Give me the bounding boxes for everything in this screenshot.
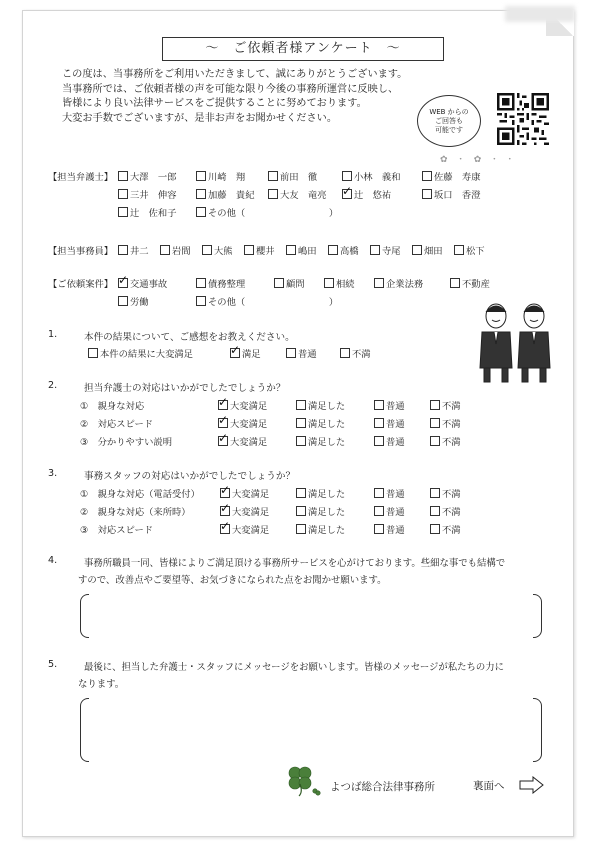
q3-option[interactable]: ✓大変満足 [220,522,269,536]
checkbox[interactable] [412,245,422,255]
lawyer-option[interactable]: 小林 義和 [342,169,401,183]
q2-option[interactable]: ✓大変満足 [218,398,267,412]
bubble-line: 可能です [435,125,463,134]
checkbox[interactable] [328,245,338,255]
checkbox[interactable] [296,436,306,446]
lawyer-option[interactable]: 三井 伸容 [118,187,177,201]
q2-number: 2. [48,380,58,391]
lawyers-illustration [470,298,562,388]
checkbox[interactable] [196,207,206,217]
case-option[interactable]: 相続 [324,276,355,290]
checkbox[interactable] [196,189,206,199]
checkbox[interactable] [374,278,384,288]
qr-code[interactable] [497,93,549,145]
lawyers-grid [118,169,548,219]
lawyer-option[interactable]: 川崎 翔 [196,169,245,183]
q2-option[interactable]: 満足した [296,398,345,412]
q2-option[interactable]: 普通 [374,416,405,430]
q1-number: 1. [48,329,58,340]
q1-option[interactable]: 本件の結果に大変満足 [88,346,193,360]
checkbox[interactable] [296,488,306,498]
q1-option[interactable]: 普通 [286,346,317,360]
checkbox[interactable] [286,245,296,255]
checkbox[interactable] [374,400,384,410]
clover-logo [283,762,323,798]
lawyer-option[interactable]: ✓ 辻 悠祐 [342,187,391,201]
intro-line: 当事務所では、ご依頼者様の声を可能な限り今後の事務所運営に反映し、 [62,83,399,95]
checkbox[interactable] [118,296,128,306]
q2-option[interactable]: 不満 [430,398,461,412]
checkbox-checked[interactable] [220,488,230,498]
checkbox[interactable] [118,189,128,199]
back-page-label[interactable]: 裏面へ [473,780,505,792]
q3-option[interactable]: 普通 [374,522,405,536]
q3-item: ② 親身な対応（来所時） [80,507,191,518]
checkbox[interactable] [370,245,380,255]
checkbox[interactable] [430,400,440,410]
checkbox-checked[interactable] [218,436,228,446]
checkbox[interactable] [296,400,306,410]
q3-option[interactable]: ✓大変満足 [220,504,269,518]
q4-answer-area[interactable] [80,594,542,638]
lawyer-option[interactable]: 辻 佐和子 [118,205,177,219]
checkbox[interactable] [374,524,384,534]
q2-option[interactable]: 満足した [296,434,345,448]
q3-option[interactable]: 不満 [430,522,461,536]
checkbox-checked[interactable] [218,400,228,410]
q5-line: なります。 [78,679,125,690]
q5-line: 最後に、担当した弁護士・スタッフにメッセージをお願いします。皆様のメッセージが私たちの力に [84,662,505,673]
q2-item: ① 親身な対応 [80,401,145,412]
q2-item: ③ 分かりやすい説明 [80,437,173,448]
bracket-right [533,594,542,638]
checkbox[interactable] [296,524,306,534]
checkbox[interactable] [118,245,128,255]
survey-title: ～ ご依頼者様アンケート ～ [162,37,444,61]
checkbox[interactable] [450,278,460,288]
q5-answer-area[interactable] [80,698,542,762]
lawyer-option-other[interactable]: その他（ ） [196,205,338,219]
case-option[interactable]: 企業法務 [374,276,423,290]
q4-number: 4. [48,555,58,566]
lawyers-label: 【担当弁護士】 [48,172,114,183]
q3-matrix [80,486,480,536]
office-name: よつば総合法律事務所 [330,781,435,793]
checkbox[interactable] [88,348,98,358]
q3-item: ① 親身な対応（電話受付） [80,489,200,500]
checkbox[interactable] [430,524,440,534]
intro-text [62,68,407,126]
staff-option[interactable]: 寺尾 [370,243,401,257]
staff-option[interactable]: 畑田 [412,243,443,257]
q4-line: すので、改善点やご要望等、お気づきになられた点をお聞かせ願います。 [78,575,387,586]
q2-option[interactable]: 普通 [374,398,405,412]
checkbox[interactable] [268,171,278,181]
checkbox[interactable] [160,245,170,255]
checkbox[interactable] [196,296,206,306]
case-option[interactable]: 労働 [118,294,149,308]
q3-item: ③ 対応スピード [80,525,154,536]
staff-label: 【担当事務員】 [48,246,114,257]
case-option-other[interactable]: その他（ ） [196,294,338,308]
q2-option[interactable]: 満足した [296,416,345,430]
checkbox-checked[interactable] [220,506,230,516]
bracket-right [533,698,542,762]
q3-text: 事務スタッフの対応はいかがでしたでしょうか？ [84,471,296,482]
q1-option[interactable]: 不満 [340,346,371,360]
checkbox[interactable] [374,418,384,428]
case-option[interactable]: 債務整理 [196,276,245,290]
q3-option[interactable]: 普通 [374,486,405,500]
staff-row [118,243,548,257]
intro-line: 皆様により良い法律サービスをご提供することに努めております。 [62,98,367,109]
checkbox[interactable] [454,245,464,255]
q2-option[interactable]: ✓大変満足 [218,434,267,448]
bubble-line: WEB からの [429,107,469,116]
checkbox[interactable] [430,488,440,498]
lawyer-option[interactable]: 大澤 一郎 [118,169,177,183]
checkbox-checked[interactable] [118,278,128,288]
q3-option[interactable]: ✓大変満足 [220,486,269,500]
cases-label: 【ご依頼案件】 [48,279,114,290]
redacted-header-mark [505,6,575,22]
checkbox[interactable] [342,171,352,181]
decorative-dots: ✿ ･ ✿ ･ ･ [440,155,517,165]
lawyer-option[interactable]: 佐藤 寿康 [422,169,481,183]
checkbox[interactable] [374,488,384,498]
checkbox[interactable] [374,506,384,516]
lawyer-option[interactable]: 前田 徹 [268,169,317,183]
q2-matrix [80,398,480,448]
staff-option[interactable]: 高橋 [328,243,359,257]
q1-options [88,346,388,360]
q3-option[interactable]: 満足した [296,522,345,536]
checkbox[interactable] [296,506,306,516]
intro-line: この度は、当事務所をご利用いただきまして、誠にありがとうございます。 [62,69,408,80]
q3-option[interactable]: 不満 [430,504,461,518]
checkbox[interactable] [324,278,334,288]
checkbox[interactable] [118,207,128,217]
checkbox[interactable] [196,278,206,288]
staff-option[interactable]: 嶋田 [286,243,317,257]
q3-number: 3. [48,468,58,479]
case-option[interactable]: 顧問 [274,276,305,290]
checkbox-checked[interactable] [220,524,230,534]
checkbox[interactable] [430,418,440,428]
q2-item: ② 対応スピード [80,419,154,430]
q1-option[interactable]: ✓ 満足 [230,346,261,360]
checkbox-checked[interactable] [230,348,240,358]
checkbox[interactable] [374,436,384,446]
checkbox[interactable] [430,436,440,446]
checkbox[interactable] [422,189,432,199]
q2-option[interactable]: 不満 [430,416,461,430]
checkbox[interactable] [274,278,284,288]
staff-option[interactable]: 井二 [118,243,149,257]
checkbox[interactable] [286,348,296,358]
q4-line: 事務所職員一同、皆様によりご満足頂ける事務所サービスを心がけております。些細な事でも結構で [84,558,506,569]
checkbox[interactable] [244,245,254,255]
staff-option[interactable]: 岩間 [160,243,191,257]
web-answer-bubble [417,95,481,147]
q2-option[interactable]: 不満 [430,434,461,448]
lawyer-option[interactable]: 大友 竜亮 [268,187,327,201]
q3-option[interactable]: 満足した [296,504,345,518]
arrow-right-icon[interactable] [519,776,545,794]
staff-option[interactable]: 松下 [454,243,485,257]
case-option[interactable]: ✓ 交通事故 [118,276,167,290]
checkbox[interactable] [196,171,206,181]
q3-option[interactable]: 普通 [374,504,405,518]
checkbox[interactable] [422,171,432,181]
staff-option[interactable]: 櫻井 [244,243,275,257]
checkbox-checked[interactable] [342,189,352,199]
intro-line: 大変お手数でございますが、是非お声をお聞かせください。 [62,112,338,124]
q2-option[interactable]: 普通 [374,434,405,448]
checkbox[interactable] [202,245,212,255]
bubble-line: ご回答も [435,116,463,125]
q5-number: 5. [48,659,58,670]
checkbox[interactable] [268,189,278,199]
checkbox[interactable] [296,418,306,428]
checkbox-checked[interactable] [218,418,228,428]
bracket-left [80,594,89,638]
staff-option[interactable]: 大熊 [202,243,233,257]
case-option[interactable]: 不動産 [450,276,490,290]
checkbox[interactable] [430,506,440,516]
checkbox[interactable] [340,348,350,358]
lawyer-option[interactable]: 坂口 香澄 [422,187,481,201]
q3-option[interactable]: 不満 [430,486,461,500]
q2-option[interactable]: ✓大変満足 [218,416,267,430]
q3-option[interactable]: 満足した [296,486,345,500]
bracket-left [80,698,89,762]
lawyer-option[interactable]: 加藤 貴紀 [196,187,255,201]
q2-text: 担当弁護士の対応はいかがでしたでしょうか？ [84,383,286,394]
q1-text: 本件の結果について、ご感想をお教えください。 [84,332,295,343]
checkbox[interactable] [118,171,128,181]
